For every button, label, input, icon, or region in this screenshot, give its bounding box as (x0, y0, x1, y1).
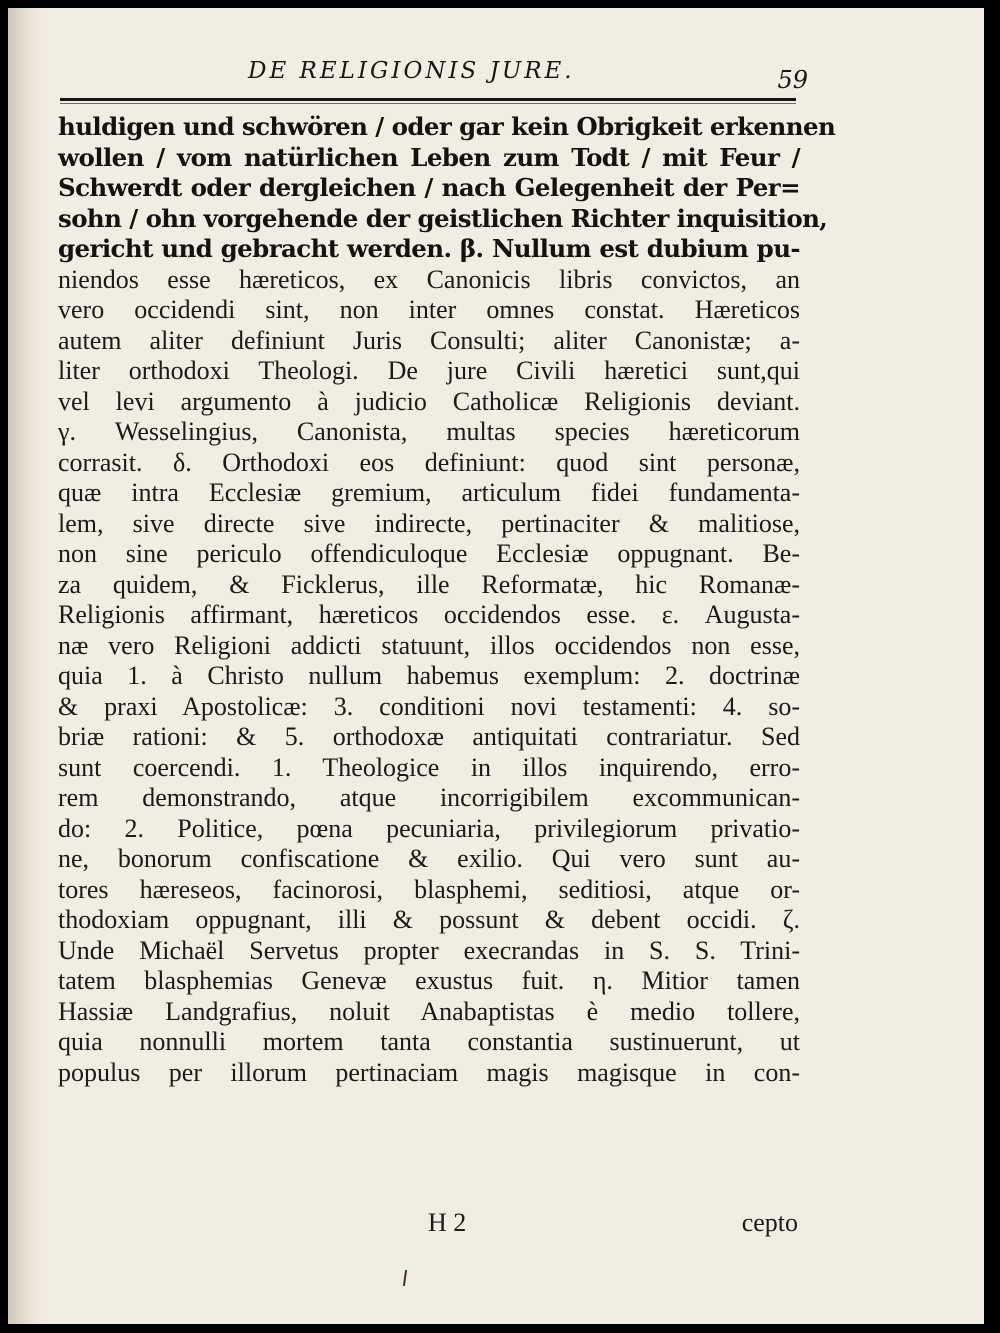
page-gutter-shadow (8, 8, 42, 1324)
text-line: populus per illorum pertinaciam magis magisque in con- (58, 1057, 800, 1087)
text-line: næ vero Religioni addicti statuunt, illos occidendos non esse, (58, 630, 800, 660)
text-line: Religionis affirmant, hæreticos occidendos esse. ε. Augusta- (58, 600, 800, 629)
text-line: γ. Wesselingius, Canonista, multas species hæreticorum (58, 417, 800, 446)
catchword: cepto (741, 1208, 798, 1237)
text-line: Unde Michaël Servetus propter execrandas in S. S. Trini- (58, 935, 800, 965)
signature-mark: H 2 (428, 1208, 467, 1237)
text-line: lem, sive directe sive indirecte, pertinaciter & malitiose, (58, 508, 800, 538)
text-line: & praxi Apostolicæ: 3. conditioni novi testamenti: 4. so- (58, 691, 800, 721)
text-line: gericht und gebracht werden. β. Nullum est dubium pu- (58, 234, 800, 263)
header-rule (60, 98, 796, 101)
ink-mark (403, 1270, 407, 1286)
text-line: Schwerdt oder dergleichen / nach Gelegenheit der Per= (58, 173, 800, 202)
text-line: vel levi argumento à judicio Catholicæ Religionis deviant. (58, 386, 800, 416)
page-number: 59 (777, 66, 808, 94)
text-line: tatem blasphemias Genevæ exustus fuit. η. Mitior tamen (58, 966, 800, 995)
footer-line (58, 1208, 800, 1240)
text-line: Hassiæ Landgrafius, noluit Anabaptistas è medio tollere, (58, 996, 800, 1026)
text-line: sunt coercendi. 1. Theologice in illos inquirendo, erro- (58, 752, 800, 782)
text-line: huldigen und schwören / oder gar kein Obrigkeit erkennen (58, 112, 836, 141)
text-line: ne, bonorum confiscatione & exilio. Qui vero sunt au- (58, 844, 800, 873)
running-title: DE RELIGIONIS JURE. (248, 58, 575, 84)
body-text (58, 112, 836, 1088)
text-line: quæ intra Ecclesiæ gremium, articulum fidei fundamenta- (58, 478, 800, 507)
text-line: wollen / vom natürlichen Leben zum Todt / mit Feur / (58, 142, 800, 172)
text-line: quia nonnulli mortem tanta constantia sustinuerunt, ut (58, 1027, 800, 1056)
text-line: quia 1. à Christo nullum habemus exemplum: 2. doctrinæ (58, 661, 800, 690)
text-line: rem demonstrando, atque incorrigibilem excommunican- (58, 783, 800, 812)
text-line: autem aliter definiunt Juris Consulti; aliter Canonistæ; a- (58, 325, 800, 355)
text-line: vero occidendi sint, non inter omnes constat. Hæreticos (58, 295, 800, 324)
text-line: corrasit. δ. Orthodoxi eos definiunt: quod sint personæ, (58, 447, 800, 477)
text-line: tores hæreseos, facinorosi, blasphemi, seditiosi, atque or- (58, 874, 800, 904)
text-line: za quidem, & Ficklerus, ille Reformatæ, hic Romanæ- (58, 569, 800, 599)
text-line: briæ rationi: & 5. orthodoxæ antiquitati contrariatur. Sed (58, 722, 800, 751)
text-line: sohn / ohn vorgehende der geistlichen Richter inquisition, (58, 203, 828, 233)
text-line: thodoxiam oppugnant, illi & possunt & debent occidi. ζ. (58, 905, 800, 934)
text-line: niendos esse hæreticos, ex Canonicis libris convictos, an (58, 264, 800, 294)
header-rule-thin (60, 103, 796, 104)
text-line: non sine periculo offendiculoque Ecclesiæ oppugnant. Be- (58, 539, 800, 568)
text-line: liter orthodoxi Theologi. De jure Civili hæretici sunt,qui (58, 356, 800, 385)
text-line: do: 2. Politice, pœna pecuniaria, privilegiorum privatio- (58, 813, 800, 843)
book-page (8, 8, 984, 1324)
